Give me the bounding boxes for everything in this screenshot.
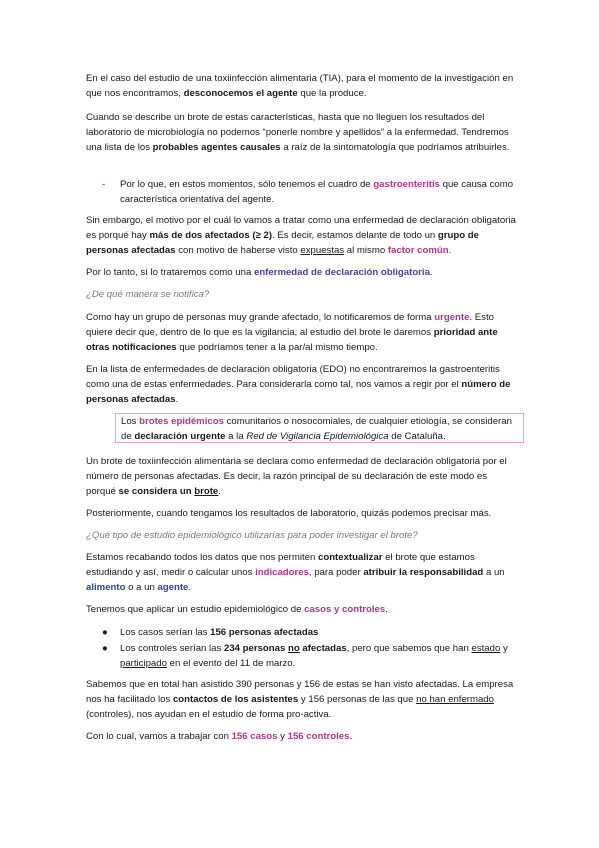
paragraph-later: Posteriormente, cuando tengamos los resultados de laboratorio, quizás podemos precisar más. [86, 508, 492, 519]
paragraph-declaration: Un brote de toxiinfección alimentaria se declara como enfermedad de declaración obligatoria por el número de personas afectadas. Es decir, la razón principal de su declaración de este modo es porqué se considera un brote. [86, 456, 507, 498]
highlight-text: brotes epidémicos [139, 416, 224, 427]
question-heading-notify: ¿De qué manera se notifica? [86, 289, 210, 300]
bold-text: desconocemos el agente [183, 88, 298, 100]
highlight-text: enfermedad de declaración obligatoria [253, 267, 430, 278]
bullet-dot: ● [102, 627, 108, 638]
highlight-text: 156 controles [287, 731, 350, 742]
highlight-text: urgente [434, 312, 470, 323]
paragraph-edo-list: En la lista de enfermedades de declaración obligatoria (EDO) no encontraremos la gastroenteritis como una de estas enfermedades. Para considerarla como tal, nos vamos a regir por el número de personas afectadas. [86, 364, 511, 406]
highlight-text: agente [157, 582, 189, 594]
bold-text: probables agentes causales [152, 142, 281, 154]
highlight-text: indicadores [255, 567, 309, 579]
paragraph-intro: En el caso del estudio de una toxiinfección alimentaria (TIA), para el momento de la investigación en que nos encontramos, desconocemos el agente que la produce. [86, 73, 514, 100]
paragraph-treat-edo: Por lo tanto, sí lo trataremos como una enfermedad de declaración obligatoria. [86, 267, 433, 278]
paragraph-edo-reason: Sin embargo, el motivo por el cuál lo vamos a tratar como una enfermedad de declaración obligatoria es porqué hay más de dos afectados (≥ 2). Es decir, estamos delante de todo un grupo de personas afectadas con motivo de haberse visto expuestas al mismo factor común. [86, 215, 516, 257]
highlight-text: factor común [387, 245, 449, 257]
highlight-text: casos y controles [304, 604, 386, 615]
bullet-dot: ● [102, 643, 108, 654]
paragraph-case-control: Tenemos que aplicar un estudio epidemiológico de casos y controles. [86, 604, 388, 615]
question-heading-study: ¿Qué tipo de estudio epidemiológico utilizarías para poder investigar el brote? [86, 530, 418, 541]
bullet-list-item-controls: ● Los controles serían las 234 personas no afectadas, pero que sabemos que han estado y participado en el evento del 11 de marzo. [102, 643, 508, 670]
highlight-text: gastroenteritis [373, 179, 440, 190]
dash-list-item: - Por lo que, en estos momentos, sólo tenemos el cuadro de gastroenteritis que causa como característica orientativa del agente. [102, 179, 514, 206]
callout-box: Los brotes epidémicos comunitarios o nosocomiales, de cualquier etiología, se consideran de declaración urgente a la Red de Vigilancia Epidemiológica de Cataluña. [115, 413, 524, 443]
paragraph-attendance: Sabemos que en total han asistido 390 personas y 156 de estas se han visto afectadas. La empresa nos ha facilitado los contactos de los asistentes y 156 personas de las que no han enfermado (controles), nos ayudan en el estudio de forma pro-activa. [86, 679, 514, 721]
bullet-list-item-cases: ● Los casos serían las 156 personas afectadas [102, 625, 522, 640]
paragraph-conclusion: Con lo cual, vamos a trabajar con 156 casos y 156 controles. [86, 731, 353, 742]
highlight-text: 156 casos [231, 731, 278, 742]
paragraph-context: Estamos recabando todos los datos que nos permiten contextualizar el brote que estamos estudiando y así, medir o calcular unos indicadores, para poder atribuir la responsabilidad a un alimento o a un agente. [86, 552, 505, 594]
paragraph-urgent: Como hay un grupo de personas muy grande afectado, lo notificaremos de forma urgente. Esto quiere decir que, dentro de lo que es la vigilancia, al estudio del brote le daremos prioridad ante otras notificaciones que podríamos tener a la par/al mismo tiempo. [86, 312, 498, 354]
paragraph-agents: Cuando se describe un brote de estas características, hasta que no lleguen los resultados del laboratorio de microbiología no podemos “ponerle nombre y apellidos” a la enfermedad. Tendremos una lista de los probables agentes causales a raíz de la sintomatología que podríamos atribuirles. [86, 112, 510, 154]
highlight-text: alimento [86, 582, 126, 594]
dash-bullet: - [102, 179, 106, 190]
